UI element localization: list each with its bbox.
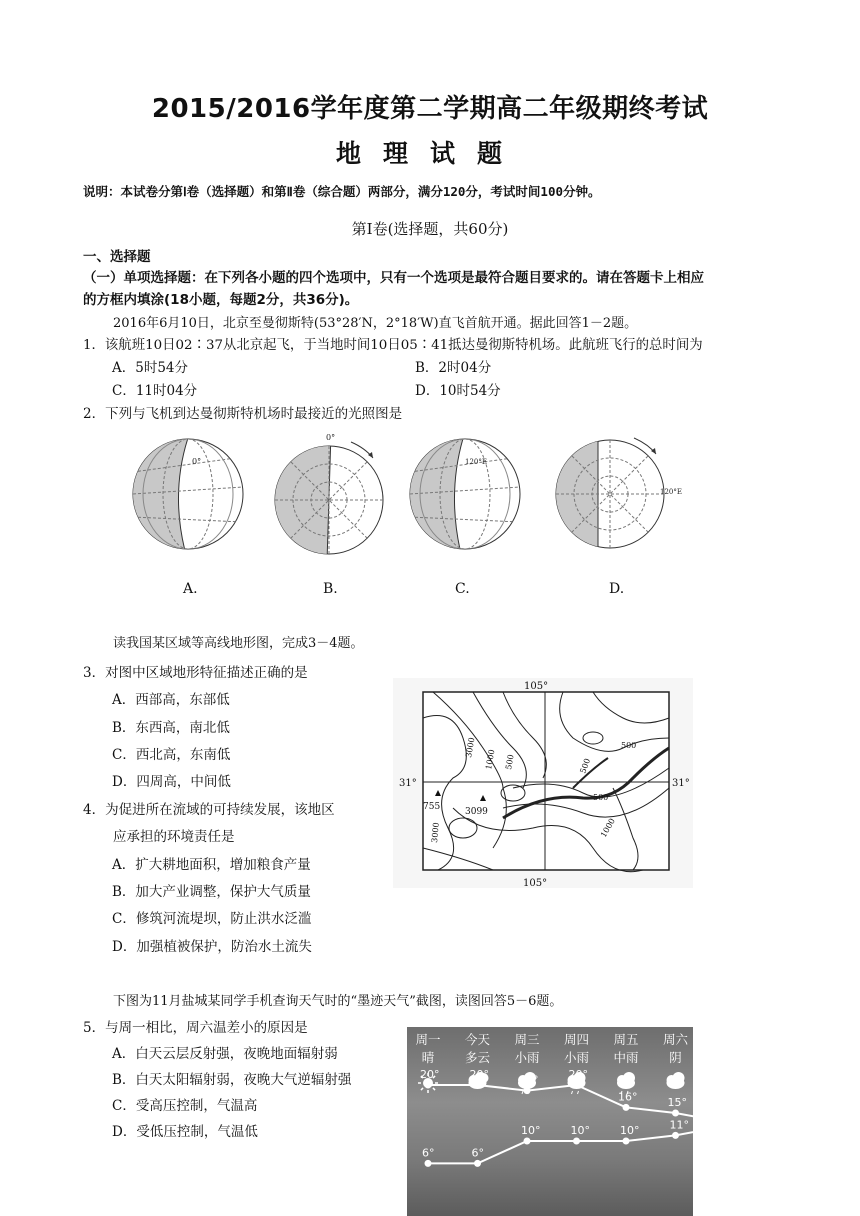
exam-subtitle: 地理试题 <box>335 139 524 168</box>
contour-label: 1000 <box>598 816 617 839</box>
q5-option-c[interactable]: C．受高压控制，气温高 <box>112 1098 258 1114</box>
q4-stem-line1: 4．为促进所在流域的可持续发展，该地区 <box>83 802 335 818</box>
globe-label-d: D. <box>609 581 625 597</box>
lat-label-right: 31° <box>672 778 690 789</box>
low-temp-label: 11° <box>669 1118 689 1132</box>
weather-day-column <box>407 1031 452 1067</box>
contour-label: 3000 <box>430 822 441 844</box>
peak-label: 755 <box>423 802 441 812</box>
high-temp-label: 20° <box>568 1068 588 1081</box>
globe-figure-c[interactable] <box>405 432 525 562</box>
contour-label: 500 <box>593 793 609 802</box>
q1-option-b[interactable]: B．2时04分 <box>415 360 492 376</box>
peak-label: 3099 <box>465 807 488 817</box>
low-temp-label: 10° <box>570 1124 590 1137</box>
lo-line-point <box>474 1160 481 1167</box>
hi-line-point <box>425 1082 432 1089</box>
globe-label-b: B. <box>323 581 338 597</box>
contour-label: 500 <box>578 757 593 775</box>
low-temp-label: 6° <box>471 1146 484 1160</box>
weather-condition: 中雨 <box>613 1050 639 1065</box>
high-temp-label: 16° <box>618 1090 638 1104</box>
lo-line-point <box>623 1138 630 1145</box>
high-temp-label: 15° <box>667 1096 687 1109</box>
section-heading: 一、选择题 <box>83 249 151 265</box>
weather-condition: 多云 <box>464 1050 490 1065</box>
q5-option-a[interactable]: A．白天云层反射强，夜晚地面辐射弱 <box>112 1046 338 1062</box>
weather-day-column <box>454 1031 502 1067</box>
contour-label: 500 <box>504 753 516 771</box>
globe-label-c: C. <box>455 581 470 597</box>
globe-figure-a[interactable] <box>128 432 248 562</box>
low-temp-label: 6° <box>422 1146 435 1160</box>
globe-c-mark: 120°E <box>465 458 487 466</box>
intro-q3-4: 读我国某区域等高线地形图，完成3－4题。 <box>113 636 364 651</box>
q3-option-a[interactable]: A．西部高，东部低 <box>112 692 230 708</box>
q3-option-b[interactable]: B．东西高，南北低 <box>112 720 230 736</box>
globe-d-mark: 120°E <box>660 488 682 496</box>
exam-title: 2015/2016学年度第二学期高二年级期终考试 <box>151 94 709 124</box>
q1-stem: 1．该航班10日02∶37从北京起飞，于当地时间10日05∶41抵达曼彻斯特机场。此航班飞行的总时间为 <box>83 338 703 353</box>
globe-a-mark: 0° <box>192 457 202 466</box>
q1-option-d[interactable]: D．10时54分 <box>415 383 501 399</box>
q5-stem: 5．与周一相比，周六温差小的原因是 <box>83 1020 308 1036</box>
q2-stem: 2．下列与飞机到达曼彻斯特机场时最接近的光照图是 <box>83 406 403 422</box>
lo-line-point <box>425 1160 432 1167</box>
low-temp-label: 10° <box>620 1124 640 1137</box>
weather-day-column <box>503 1031 551 1067</box>
weather-day-label: 今天 <box>464 1032 490 1047</box>
weather-day-column <box>602 1031 650 1067</box>
q4-option-c[interactable]: C．修筑河流堤坝，防止洪水泛滥 <box>112 911 312 927</box>
weather-day-label: 周一 <box>415 1032 441 1047</box>
contour-label: 1000 <box>484 748 497 771</box>
part-heading: 第Ⅰ卷(选择题，共60分) <box>351 220 509 238</box>
contour-label: 500 <box>621 741 637 750</box>
globe-label-a: A. <box>183 581 198 597</box>
q1-option-c[interactable]: C．11时04分 <box>112 383 198 399</box>
lon-label-top: 105° <box>524 681 549 692</box>
q3-option-d[interactable]: D．四周高，中间低 <box>112 774 231 790</box>
weather-day-column <box>553 1031 601 1067</box>
q1-option-a[interactable]: A．5时54分 <box>112 360 189 376</box>
weather-condition: 阴 <box>669 1050 682 1065</box>
lo-line-point <box>524 1138 531 1145</box>
hi-line-point <box>672 1110 679 1117</box>
weather-day-label: 周四 <box>563 1032 589 1047</box>
weather-condition: 小雨 <box>514 1050 540 1065</box>
lon-label-bottom: 105° <box>523 878 548 888</box>
high-temp-label: 19° <box>519 1073 539 1087</box>
weather-condition: 晴 <box>421 1050 435 1065</box>
hi-line-point <box>474 1082 481 1089</box>
hi-line-point <box>623 1104 630 1111</box>
lo-line <box>428 1130 693 1164</box>
weather-day-label: 周五 <box>613 1032 639 1047</box>
intro-q5-6: 下图为11月盐城某同学手机查询天气时的“墨迹天气”截图，读图回答5－6题。 <box>113 994 563 1009</box>
intro-q1-2: 2016年6月10日，北京至曼彻斯特(53°28′N，2°18′W)直飞首航开通。据此回答1－2题。 <box>113 316 638 331</box>
q4-stem-line2: 应承担的环境责任是 <box>113 829 235 845</box>
high-temp-label: 20° <box>420 1068 440 1081</box>
low-temp-label: 10° <box>521 1124 541 1137</box>
q3-stem: 3．对图中区域地形特征描述正确的是 <box>83 665 308 681</box>
q4-option-a[interactable]: A．扩大耕地面积，增加粮食产量 <box>112 857 311 873</box>
weather-widget <box>407 1027 693 1216</box>
globe-figure-b[interactable] <box>269 432 389 562</box>
exam-note: 说明：本试卷分第Ⅰ卷（选择题）和第Ⅱ卷（综合题）两部分，满分120分，考试时间100分钟。 <box>83 184 601 199</box>
q5-option-b[interactable]: B．白天太阳辐射弱，夜晚大气逆辐射强 <box>112 1072 352 1088</box>
lat-label-left: 31° <box>399 778 417 789</box>
globe-figure-d[interactable] <box>550 432 695 562</box>
globe-b-mark: 0° <box>326 433 336 442</box>
high-temp-label: 20° <box>469 1068 489 1081</box>
contour-label: 3000 <box>464 736 477 759</box>
weather-condition: 小雨 <box>563 1050 589 1065</box>
hi-line-point <box>573 1082 580 1089</box>
weather-day-label: 周六 <box>662 1032 688 1047</box>
section-instruction-1: （一）单项选择题：在下列各小题的四个选项中，只有一个选项是最符合题目要求的。请在答题卡上相应 <box>83 270 704 286</box>
lo-line-point <box>672 1132 679 1139</box>
lo-line-point <box>573 1138 580 1145</box>
hi-line-point <box>524 1087 531 1094</box>
q3-option-c[interactable]: C．西北高，东南低 <box>112 747 231 763</box>
cloud-icon <box>667 1072 685 1089</box>
contour-map <box>393 678 693 888</box>
weather-day-label: 周三 <box>514 1032 540 1047</box>
q4-option-b[interactable]: B．加大产业调整，保护大气质量 <box>112 884 311 900</box>
weather-day-column <box>652 1031 694 1067</box>
hi-line <box>428 1085 693 1119</box>
section-instruction-2: 的方框内填涂(18小题，每题2分，共36分)。 <box>83 292 359 308</box>
q5-option-d[interactable]: D．受低压控制，气温低 <box>112 1124 258 1140</box>
q4-option-d[interactable]: D．加强植被保护，防治水土流失 <box>112 939 312 955</box>
